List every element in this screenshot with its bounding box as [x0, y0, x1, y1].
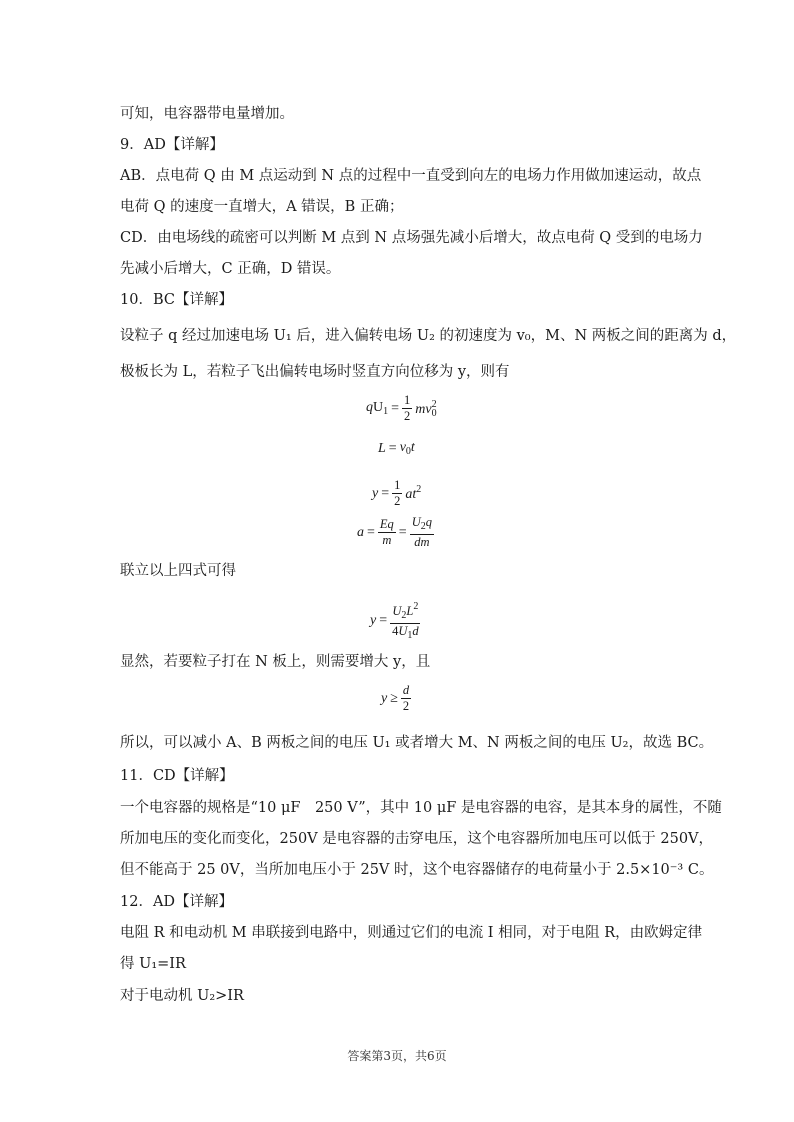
equation-condition: y ≥ $\frac{d}{2}$ [381, 683, 410, 713]
equation-length: L = $v_0t$ [378, 440, 415, 457]
text-line: 极板长为 L，若粒子飞出偏转电场时竖直方向位移为 y，则有 [120, 364, 510, 380]
text-line: 但不能高于 25 0V，当所加电压小于 25V 时，这个电容器储存的电荷量小于 2.5×10⁻³ C。 [120, 862, 714, 878]
text-line: 先减小后增大，C 正确，D 错误。 [120, 261, 341, 277]
page-footer: 答案第3页，共6页 [347, 1049, 447, 1063]
text-line: AB．点电荷 Q 由 M 点运动到 N 点的过程中一直受到向左的电场力作用做加速运动，故点 [120, 168, 702, 184]
text-line: 一个电容器的规格是“10 μF 250 V”，其中 10 μF 是电容器的电容，是其本身的属性，不随 [120, 800, 722, 816]
question-9-heading: 9．AD【详解】 [120, 137, 224, 153]
text-line: 可知，电容器带电量增加。 [120, 106, 294, 122]
text-line: CD．由电场线的疏密可以判断 M 点到 N 点场强先减小后增大，故点电荷 Q 受到的电场力 [120, 230, 703, 246]
text-line: 设粒子 q 经过加速电场 U₁ 后，进入偏转电场 U₂ 的初速度为 v₀，M、N 两板之间的距离为 d， [120, 328, 737, 344]
equation-displacement: y = $\frac{1}{2}$ $at^2$ [372, 478, 422, 508]
question-11-heading: 11．CD【详解】 [120, 768, 234, 784]
equation-acceleration: a = $\frac{Eq}{m}$ = $\frac{U_2q}{dm}$ [357, 515, 432, 549]
question-12-heading: 12．AD【详解】 [120, 894, 234, 910]
question-10-heading: 10．BC【详解】 [120, 292, 233, 308]
text-line: 联立以上四式可得 [120, 563, 236, 579]
text-line: 得 U₁=IR [120, 956, 186, 972]
text-line: 电荷 Q 的速度一直增大，A 错误，B 正确； [120, 199, 404, 215]
text-line: 对于电动机 U₂>IR [120, 988, 244, 1004]
equation-energy: $qU_1$ = $\frac{1}{2}$ $mv_0^2$ [366, 393, 437, 423]
equation-result: y = $\frac{U_2L^2}{4U_1d}$ [370, 601, 419, 641]
text-line: 显然，若要粒子打在 N 板上，则需要增大 y，且 [120, 654, 431, 670]
text-line: 电阻 R 和电动机 M 串联接到电路中，则通过它们的电流 I 相同，对于电阻 R，由欧姆定律 [120, 925, 703, 941]
text-line: 所以，可以减小 A、B 两板之间的电压 U₁ 或者增大 M、N 两板之间的电压 U₂，故选 BC。 [120, 735, 714, 751]
text-line: 所加电压的变化而变化，250V 是电容器的击穿电压，这个电容器所加电压可以低于 250V， [120, 831, 714, 847]
